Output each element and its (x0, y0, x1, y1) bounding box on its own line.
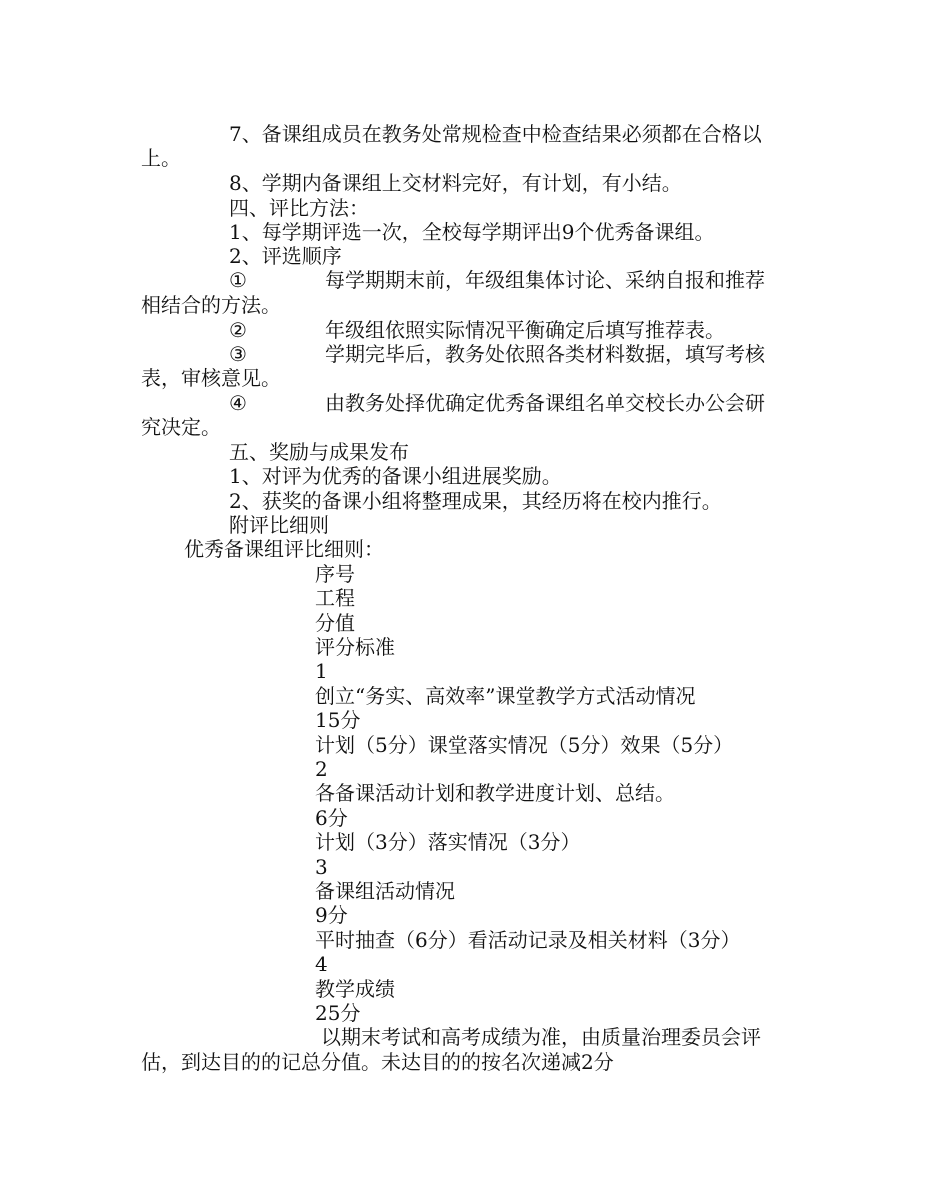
table-cell: 计划（3分）落实情况（3分） (315, 830, 581, 854)
paragraph-line: 1、对评为优秀的备课小组进展奖励。 (229, 464, 562, 488)
table-cell: 25分 (315, 1001, 361, 1025)
table-cell: 创立“务实、高效率”课堂教学方式活动情况 (315, 684, 696, 708)
list-text: 每学期期末前，年级组集体讨论、采纳自报和推荐 (325, 268, 765, 292)
list-text: 学期完毕后，教务处依照各类材料数据，填写考核 (325, 342, 765, 366)
table-header-cell: 分值 (315, 611, 355, 635)
list-marker: ① (229, 268, 247, 292)
section-heading: 四、评比方法： (229, 196, 369, 220)
table-cell: 计划（5分）课堂落实情况（5分）效果（5分） (315, 733, 734, 757)
paragraph-line: 表，审核意见。 (141, 366, 281, 390)
table-cell: 备课组活动情况 (315, 879, 455, 903)
list-marker: ④ (229, 391, 247, 415)
table-cell: 各备课活动计划和教学进度计划、总结。 (315, 781, 675, 805)
table-cell: 6分 (315, 806, 348, 830)
list-text: 年级组依照实际情况平衡确定后填写推荐表。 (325, 318, 725, 342)
list-item (229, 342, 765, 366)
table-caption: 优秀备课组评比细则： (184, 537, 384, 561)
table-cell: 平时抽查（6分）看活动记录及相关材料（3分） (315, 928, 741, 952)
table-header-cell: 评分标准 (315, 635, 395, 659)
table-cell: 3 (315, 855, 328, 879)
paragraph-line: 2、评选顺序 (229, 244, 342, 268)
list-item (229, 318, 725, 342)
paragraph-line: 相结合的方法。 (141, 293, 281, 317)
table-cell-continuation: 估，到达目的的记总分值。未达目的的按名次递减2分 (141, 1050, 614, 1074)
table-cell: 以期末考试和高考成绩为准，由质量治理委员会评 (321, 1025, 761, 1049)
paragraph-line: 附评比细则 (229, 513, 329, 537)
table-header-cell: 序号 (315, 562, 355, 586)
table-cell: 9分 (315, 903, 348, 927)
paragraph-line: 8、学期内备课组上交材料完好，有计划，有小结。 (229, 171, 682, 195)
table-cell: 教学成绩 (315, 977, 395, 1001)
list-marker: ② (229, 318, 247, 342)
list-item (229, 391, 765, 415)
paragraph-line: 上。 (141, 146, 181, 170)
paragraph-line: 究决定。 (141, 415, 221, 439)
table-cell: 1 (315, 659, 328, 683)
table-cell: 4 (315, 952, 328, 976)
table-header-cell: 工程 (315, 586, 355, 610)
list-item (229, 268, 765, 292)
list-marker: ③ (229, 342, 247, 366)
list-text: 由教务处择优确定优秀备课组名单交校长办公会研 (325, 391, 765, 415)
table-cell: 2 (315, 757, 328, 781)
paragraph-line: 7、备课组成员在教务处常规检查中检查结果必须都在合格以 (229, 122, 762, 146)
paragraph-line: 2、获奖的备课小组将整理成果，其经历将在校内推行。 (229, 489, 722, 513)
section-heading: 五、奖励与成果发布 (229, 440, 409, 464)
paragraph-line: 1、每学期评选一次，全校每学期评出9个优秀备课组。 (229, 220, 715, 244)
table-cell: 15分 (315, 708, 361, 732)
